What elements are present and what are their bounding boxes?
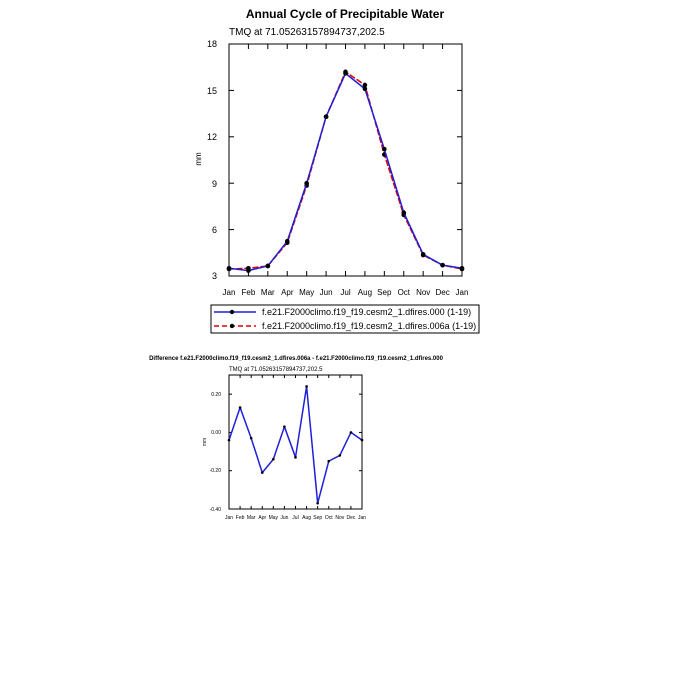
main-x-tick-label-mar: Mar (260, 288, 275, 297)
difference-series-point-3 (261, 471, 264, 474)
main-chart-title: Annual Cycle of Precipitable Water (245, 7, 445, 21)
difference-series-point-1 (239, 406, 242, 409)
main-x-tick-label-dec: Dec (435, 288, 450, 297)
difference-x-tick-label-jun: Jun (280, 515, 289, 521)
main-legend-swatch-primary-marker (230, 310, 234, 314)
difference-y-tick-label-neg-040: -0.40 (209, 507, 221, 513)
main-chart-subtitle: TMQ at 71.05263157894737,202.5 (229, 27, 385, 38)
main-series-primary-point-9 (401, 210, 406, 215)
difference-series-point-8 (316, 502, 319, 505)
main-x-tick-label-nov: Nov (416, 288, 431, 297)
main-y-tick-label-18: 18 (206, 39, 217, 49)
main-x-tick-label-jun: Jun (319, 288, 333, 297)
main-series-primary-point-0 (227, 266, 232, 271)
difference-chart-title: Difference f.e21.F2000climo.f19_f19.cesm2_1.dfires.006a - f.e21.F2000climo.f19_f19.cesm2_1.dfires.000 (149, 356, 443, 362)
difference-x-tick-label-dec: Dec (346, 515, 356, 521)
main-series-primary-point-2 (266, 264, 271, 269)
main-series-primary-point-10 (421, 252, 426, 257)
main-x-tick-label-sep: Sep (377, 288, 392, 297)
main-x-tick-label-apr: Apr (281, 288, 294, 297)
main-series-primary-point-7 (363, 87, 368, 92)
difference-x-tick-label-feb: Feb (235, 515, 245, 521)
difference-y-tick-label-000: 0.00 (211, 430, 221, 436)
difference-series-point-2 (250, 437, 253, 440)
difference-series-point-9 (327, 460, 330, 463)
main-chart-y-axis-label: mm (194, 152, 203, 166)
main-series-primary-point-1 (246, 268, 251, 273)
main-series-primary-point-12 (460, 266, 465, 271)
main-x-tick-label-aug: Aug (357, 288, 373, 297)
main-y-tick-label-6: 6 (211, 225, 217, 235)
difference-x-tick-label-jan-start: Jan (224, 515, 234, 521)
difference-x-tick-label-jan-end: Jan (357, 515, 367, 521)
main-x-tick-label-jul: Jul (340, 288, 351, 297)
difference-series-point-4 (272, 458, 275, 461)
difference-chart-y-axis-label: mm (202, 437, 208, 447)
main-x-tick-label-oct: Oct (397, 288, 411, 297)
difference-x-tick-label-nov: Nov (335, 515, 345, 521)
main-y-tick-label-3: 3 (211, 271, 217, 281)
difference-x-tick-label-apr: Apr (258, 515, 267, 521)
difference-series-point-0 (228, 439, 231, 442)
main-y-tick-label-15: 15 (206, 86, 217, 96)
difference-series-point-11 (350, 431, 353, 434)
main-y-tick-label-9: 9 (211, 179, 217, 189)
difference-chart-subtitle: TMQ at 71.05263157894737,202.5 (229, 367, 323, 373)
difference-x-tick-label-aug: Aug (302, 515, 312, 521)
main-chart-legend (211, 305, 479, 333)
difference-series-point-12 (361, 439, 364, 442)
main-x-tick-label-jan-end: Jan (455, 288, 469, 297)
main-series-primary-point-5 (324, 114, 329, 119)
difference-series-point-5 (283, 425, 286, 428)
difference-series-point-10 (339, 454, 342, 457)
difference-x-tick-label-may: May (268, 515, 279, 521)
difference-series-point-6 (294, 456, 297, 459)
main-series-primary-point-4 (304, 181, 309, 186)
difference-x-tick-label-mar: Mar (246, 515, 256, 521)
main-series-primary-point-8 (382, 147, 387, 152)
main-x-tick-label-feb: Feb (241, 288, 256, 297)
difference-series-point-7 (305, 385, 308, 388)
difference-x-tick-label-jul: Jul (292, 515, 299, 521)
main-series-primary-point-3 (285, 239, 290, 244)
main-legend-label-primary: f.e21.F2000climo.f19_f19.cesm2_1.dfires.000 (1-19) (262, 307, 472, 317)
difference-y-tick-label-neg-020: -0.20 (209, 468, 221, 474)
main-x-tick-label-may: May (299, 288, 315, 297)
main-series-primary-point-6 (343, 71, 348, 76)
difference-y-tick-label-020: 0.20 (211, 392, 221, 398)
main-legend-swatch-secondary-marker (230, 324, 234, 328)
main-series-primary-point-11 (440, 263, 445, 268)
main-x-tick-label-jan-start: Jan (222, 288, 236, 297)
difference-x-tick-label-sep: Sep (313, 515, 323, 521)
main-y-tick-label-12: 12 (206, 132, 217, 142)
difference-x-tick-label-oct: Oct (324, 515, 333, 521)
main-legend-label-secondary: f.e21.F2000climo.f19_f19.cesm2_1.dfires.006a (1-19) (262, 321, 477, 331)
